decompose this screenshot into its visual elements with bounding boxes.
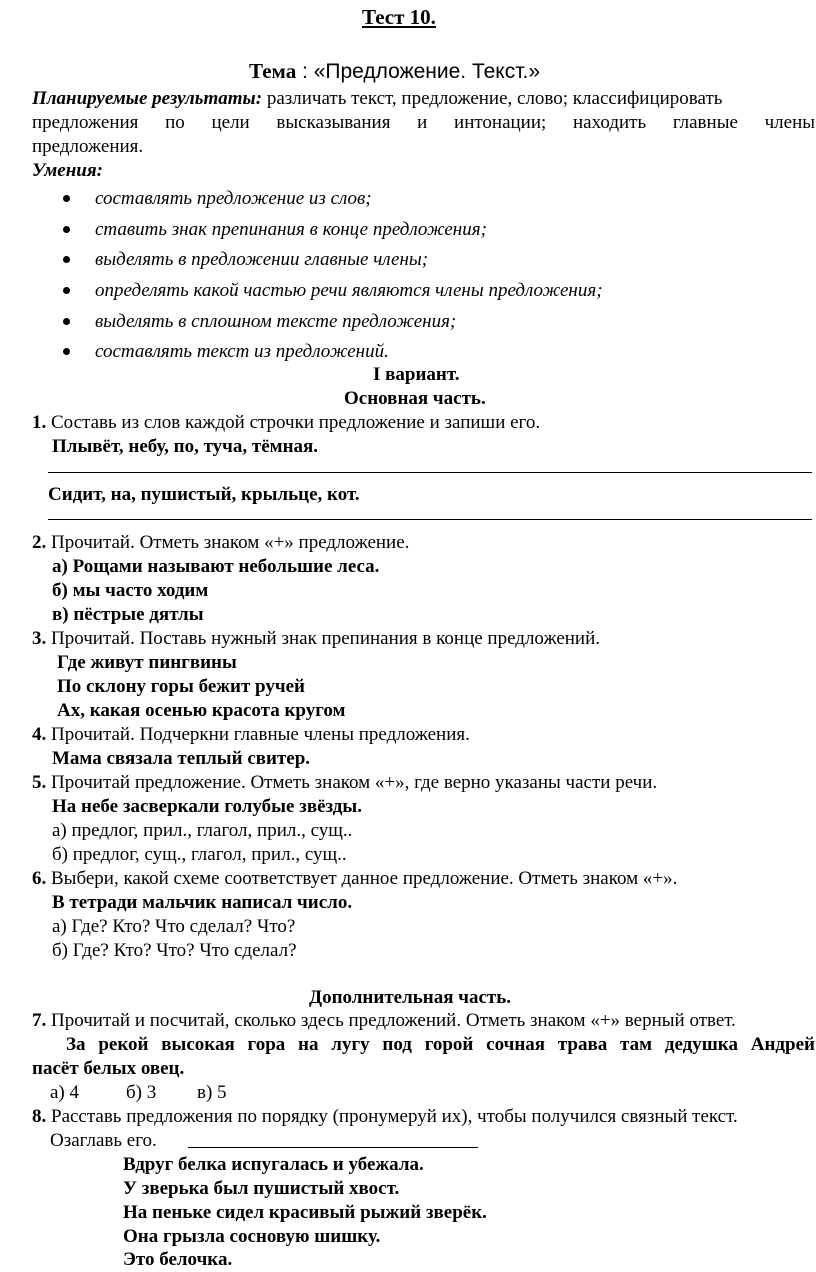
skill-item: составлять предложение из слов;	[95, 188, 372, 209]
q3-sentence: Где живут пингвины	[57, 652, 237, 673]
q1-line-1: Плывёт, небу, по, туча, тёмная.	[52, 436, 319, 457]
q6-number: 6.	[32, 868, 47, 889]
variant-title: I вариант.	[373, 364, 460, 385]
q6-sentence: В тетради мальчик написал число.	[52, 892, 353, 913]
planned-text-2: предложения по цели высказывания и интонации; находить главные члены	[32, 112, 815, 133]
q4-prompt	[32, 724, 470, 746]
planned-text-1: различать текст, предложение, слово; классифицировать	[262, 88, 723, 109]
q7-sentence-1: За рекой высокая гора на лугу под горой сочная трава там дедушка Андрей	[66, 1034, 815, 1055]
q2-number: 2.	[32, 532, 47, 553]
topic-line	[249, 60, 540, 83]
q7-option[interactable]: б) 3	[126, 1082, 157, 1103]
q7-number: 7.	[32, 1010, 47, 1031]
q5-prompt	[32, 772, 657, 794]
extra-part-title: Дополнительная часть.	[309, 987, 512, 1008]
bullet-icon	[63, 226, 70, 233]
q7-prompt	[32, 1010, 736, 1032]
q8-number: 8.	[32, 1106, 47, 1127]
q2-prompt	[32, 532, 409, 554]
skill-item: составлять текст из предложений.	[95, 341, 389, 362]
q1-line-2: Сидит, на, пушистый, крыльце, кот.	[48, 484, 360, 505]
bullet-icon	[63, 195, 70, 202]
q8-title-answer-line[interactable]	[188, 1147, 478, 1148]
q2-option[interactable]: в) пёстрые дятлы	[52, 604, 204, 625]
q7-option[interactable]: а) 4	[50, 1082, 80, 1103]
q5-number: 5.	[32, 772, 47, 793]
q6-option[interactable]: а) Где? Кто? Что сделал? Что?	[52, 916, 296, 937]
q4-text: Прочитай. Подчеркни главные члены предложения.	[46, 724, 470, 745]
topic-label: Тема	[249, 59, 297, 83]
q8-sentence: На пеньке сидел красивый рыжий зверёк.	[123, 1202, 487, 1223]
skill-item: выделять в предложении главные члены;	[95, 249, 429, 270]
q8-sentence: Она грызла сосновую шишку.	[123, 1226, 381, 1247]
skill-item: ставить знак препинания в конце предложения;	[95, 219, 487, 240]
q7-sentence-2: пасёт белых овец.	[32, 1058, 185, 1079]
q1-answer-line-2[interactable]	[48, 519, 812, 520]
q7-text: Прочитай и посчитай, сколько здесь предложений. Отметь знаком «+» верный ответ.	[46, 1010, 736, 1031]
q3-number: 3.	[32, 628, 47, 649]
q5-sentence: На небе засверкали голубые звёзды.	[52, 796, 363, 817]
q3-prompt	[32, 628, 600, 650]
q2-text: Прочитай. Отметь знаком «+» предложение.	[46, 532, 410, 553]
skill-item: определять какой частью речи являются члены предложения;	[95, 280, 603, 301]
planned-label: Планируемые результаты:	[32, 88, 263, 109]
q1-answer-line-1[interactable]	[48, 472, 812, 473]
bullet-icon	[63, 318, 70, 325]
q1-prompt	[32, 412, 540, 434]
q1-text: Составь из слов каждой строчки предложение и запиши его.	[46, 412, 541, 433]
q1-number: 1.	[32, 412, 47, 433]
bullet-icon	[63, 256, 70, 263]
q3-sentence: По склону горы бежит ручей	[57, 676, 305, 697]
q4-number: 4.	[32, 724, 47, 745]
q4-sentence: Мама связала теплый свитер.	[52, 748, 311, 769]
skills-label: Умения:	[32, 160, 103, 181]
q6-text: Выбери, какой схеме соответствует данное предложение. Отметь знаком «+».	[46, 868, 678, 889]
q8-sentence: Это белочка.	[123, 1249, 233, 1270]
planned-line-1	[32, 88, 722, 110]
main-part-title: Основная часть.	[344, 388, 486, 409]
q8-text: Расставь предложения по порядку (пронумеруй их), чтобы получился связный текст.	[46, 1106, 738, 1127]
bullet-icon	[63, 348, 70, 355]
bullet-icon	[63, 287, 70, 294]
q3-sentence: Ах, какая осенью красота кругом	[57, 700, 346, 721]
q5-option[interactable]: б) предлог, сущ., глагол, прил., сущ..	[52, 844, 347, 865]
q5-text: Прочитай предложение. Отметь знаком «+», где верно указаны части речи.	[46, 772, 658, 793]
q5-option[interactable]: а) предлог, прил., глагол, прил., сущ..	[52, 820, 353, 841]
q8-sentence: У зверька был пушистый хвост.	[123, 1178, 400, 1199]
planned-text-3: предложения.	[32, 136, 144, 157]
q3-text: Прочитай. Поставь нужный знак препинания в конце предложений.	[46, 628, 601, 649]
topic-value: : «Предложение. Текст.»	[296, 60, 541, 83]
q8-sentence: Вдруг белка испугалась и убежала.	[123, 1154, 424, 1175]
q8-title-prompt: Озаглавь его.	[50, 1130, 157, 1151]
q6-prompt	[32, 868, 677, 890]
q8-prompt	[32, 1106, 738, 1128]
q7-option[interactable]: в) 5	[197, 1082, 227, 1103]
page-title: Тест 10.	[362, 5, 436, 29]
q2-option[interactable]: а) Рощами называют небольшие леса.	[52, 556, 380, 577]
skill-item: выделять в сплошном тексте предложения;	[95, 311, 457, 332]
q2-option[interactable]: б) мы часто ходим	[52, 580, 209, 601]
q6-option[interactable]: б) Где? Кто? Что? Что сделал?	[52, 940, 297, 961]
